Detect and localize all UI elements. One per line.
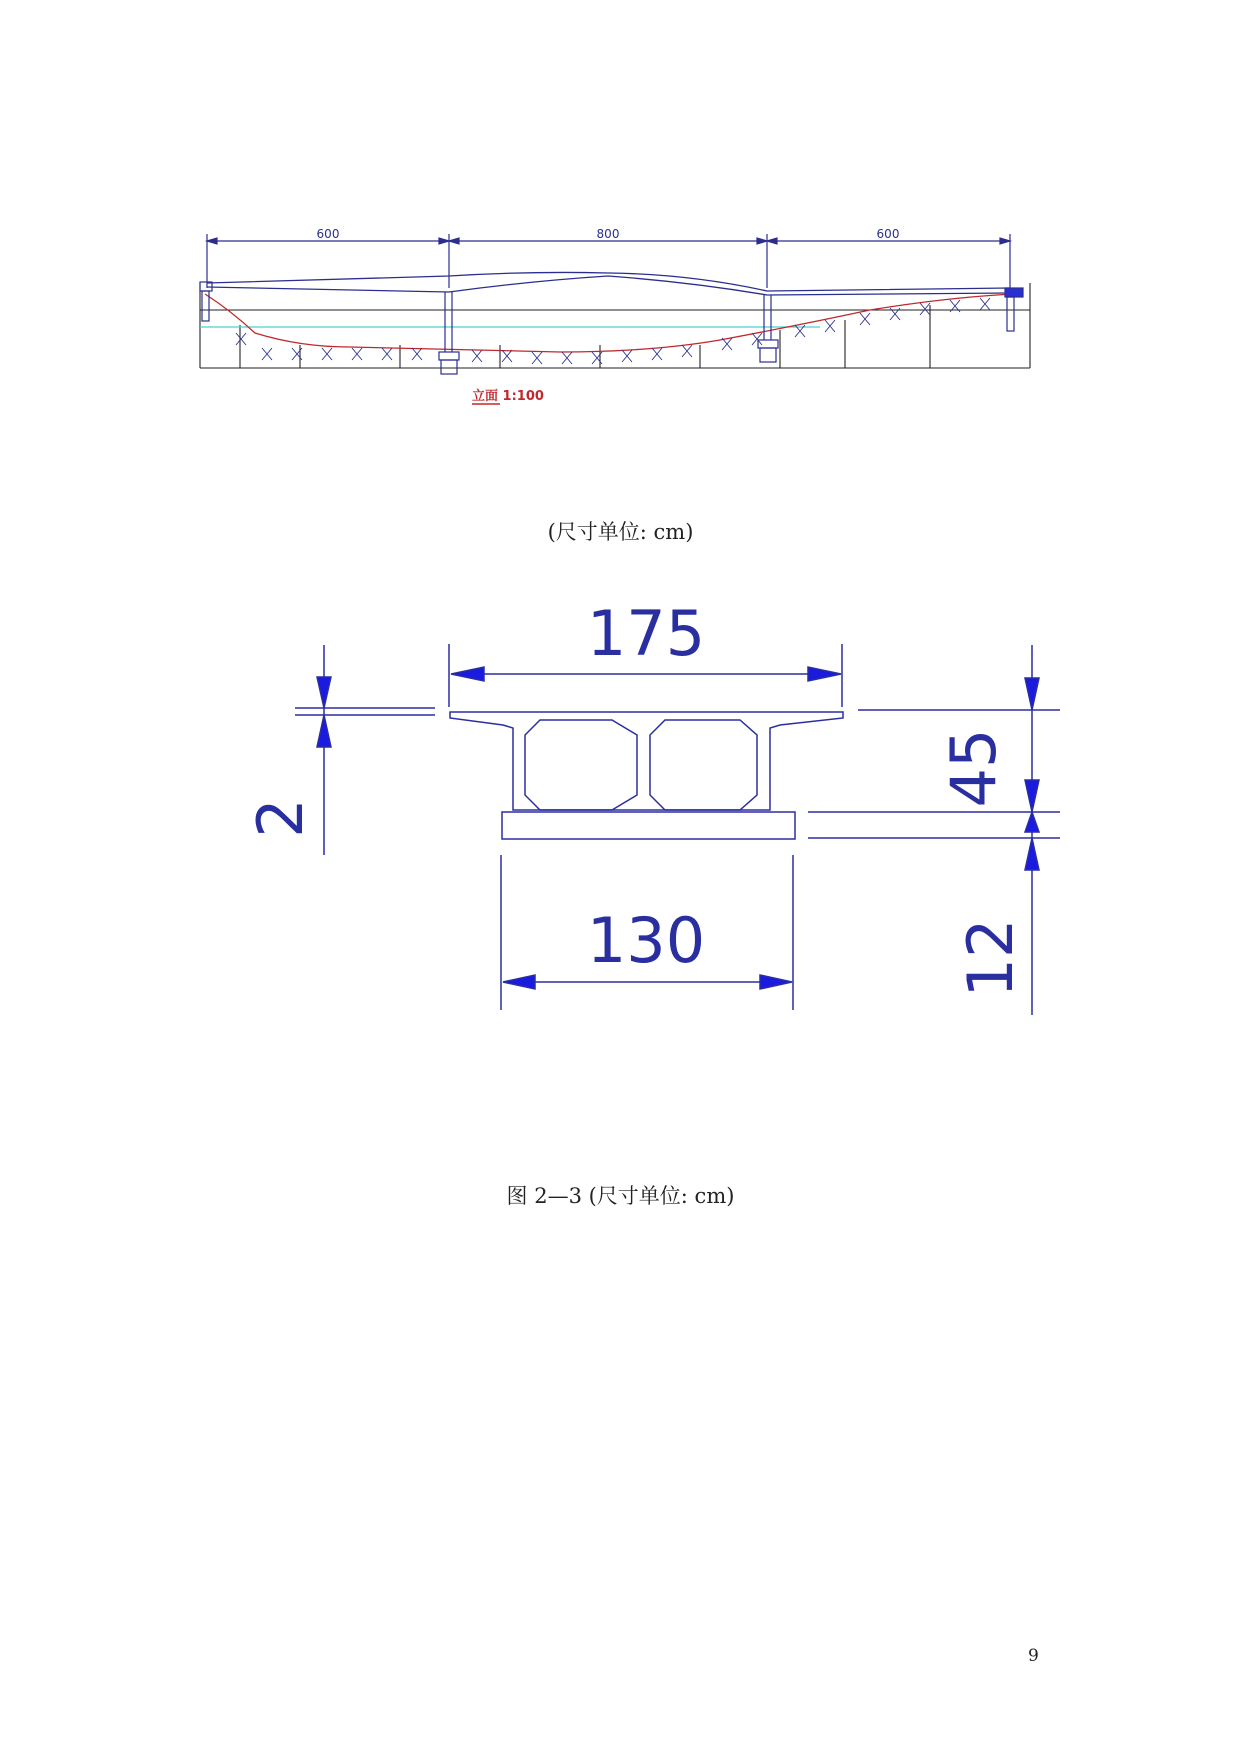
pier-right: [758, 295, 778, 362]
abutment-left: [200, 282, 212, 321]
dim-left-span: 600: [316, 227, 340, 241]
cross-section-drawing: [0, 580, 1241, 1020]
elevation-caption: (尺寸单位: cm): [547, 520, 694, 544]
pier-left: [439, 292, 459, 374]
page-number: 9: [1028, 1646, 1039, 1666]
dim-depth: 45: [937, 728, 1010, 808]
soil-hatching: [236, 298, 990, 364]
elevation-drawing: [0, 0, 1241, 420]
dim-deck-layer: 2: [244, 798, 317, 838]
dim-bottom-width: 130: [586, 904, 706, 977]
dim-middle-span: 800: [596, 227, 620, 241]
figure-caption: 图 2—3 (尺寸单位: cm): [506, 1184, 735, 1208]
box-girder-section: [450, 712, 843, 839]
dim-right-span: 600: [876, 227, 900, 241]
elevation-view-label: 立面 1:100: [472, 389, 544, 404]
elevation-base: [200, 283, 1030, 368]
bridge-deck: [207, 272, 1010, 295]
dim-base-thickness: 12: [954, 918, 1027, 998]
ground-profile: [205, 294, 1015, 352]
dim-top-width: 175: [586, 597, 706, 670]
